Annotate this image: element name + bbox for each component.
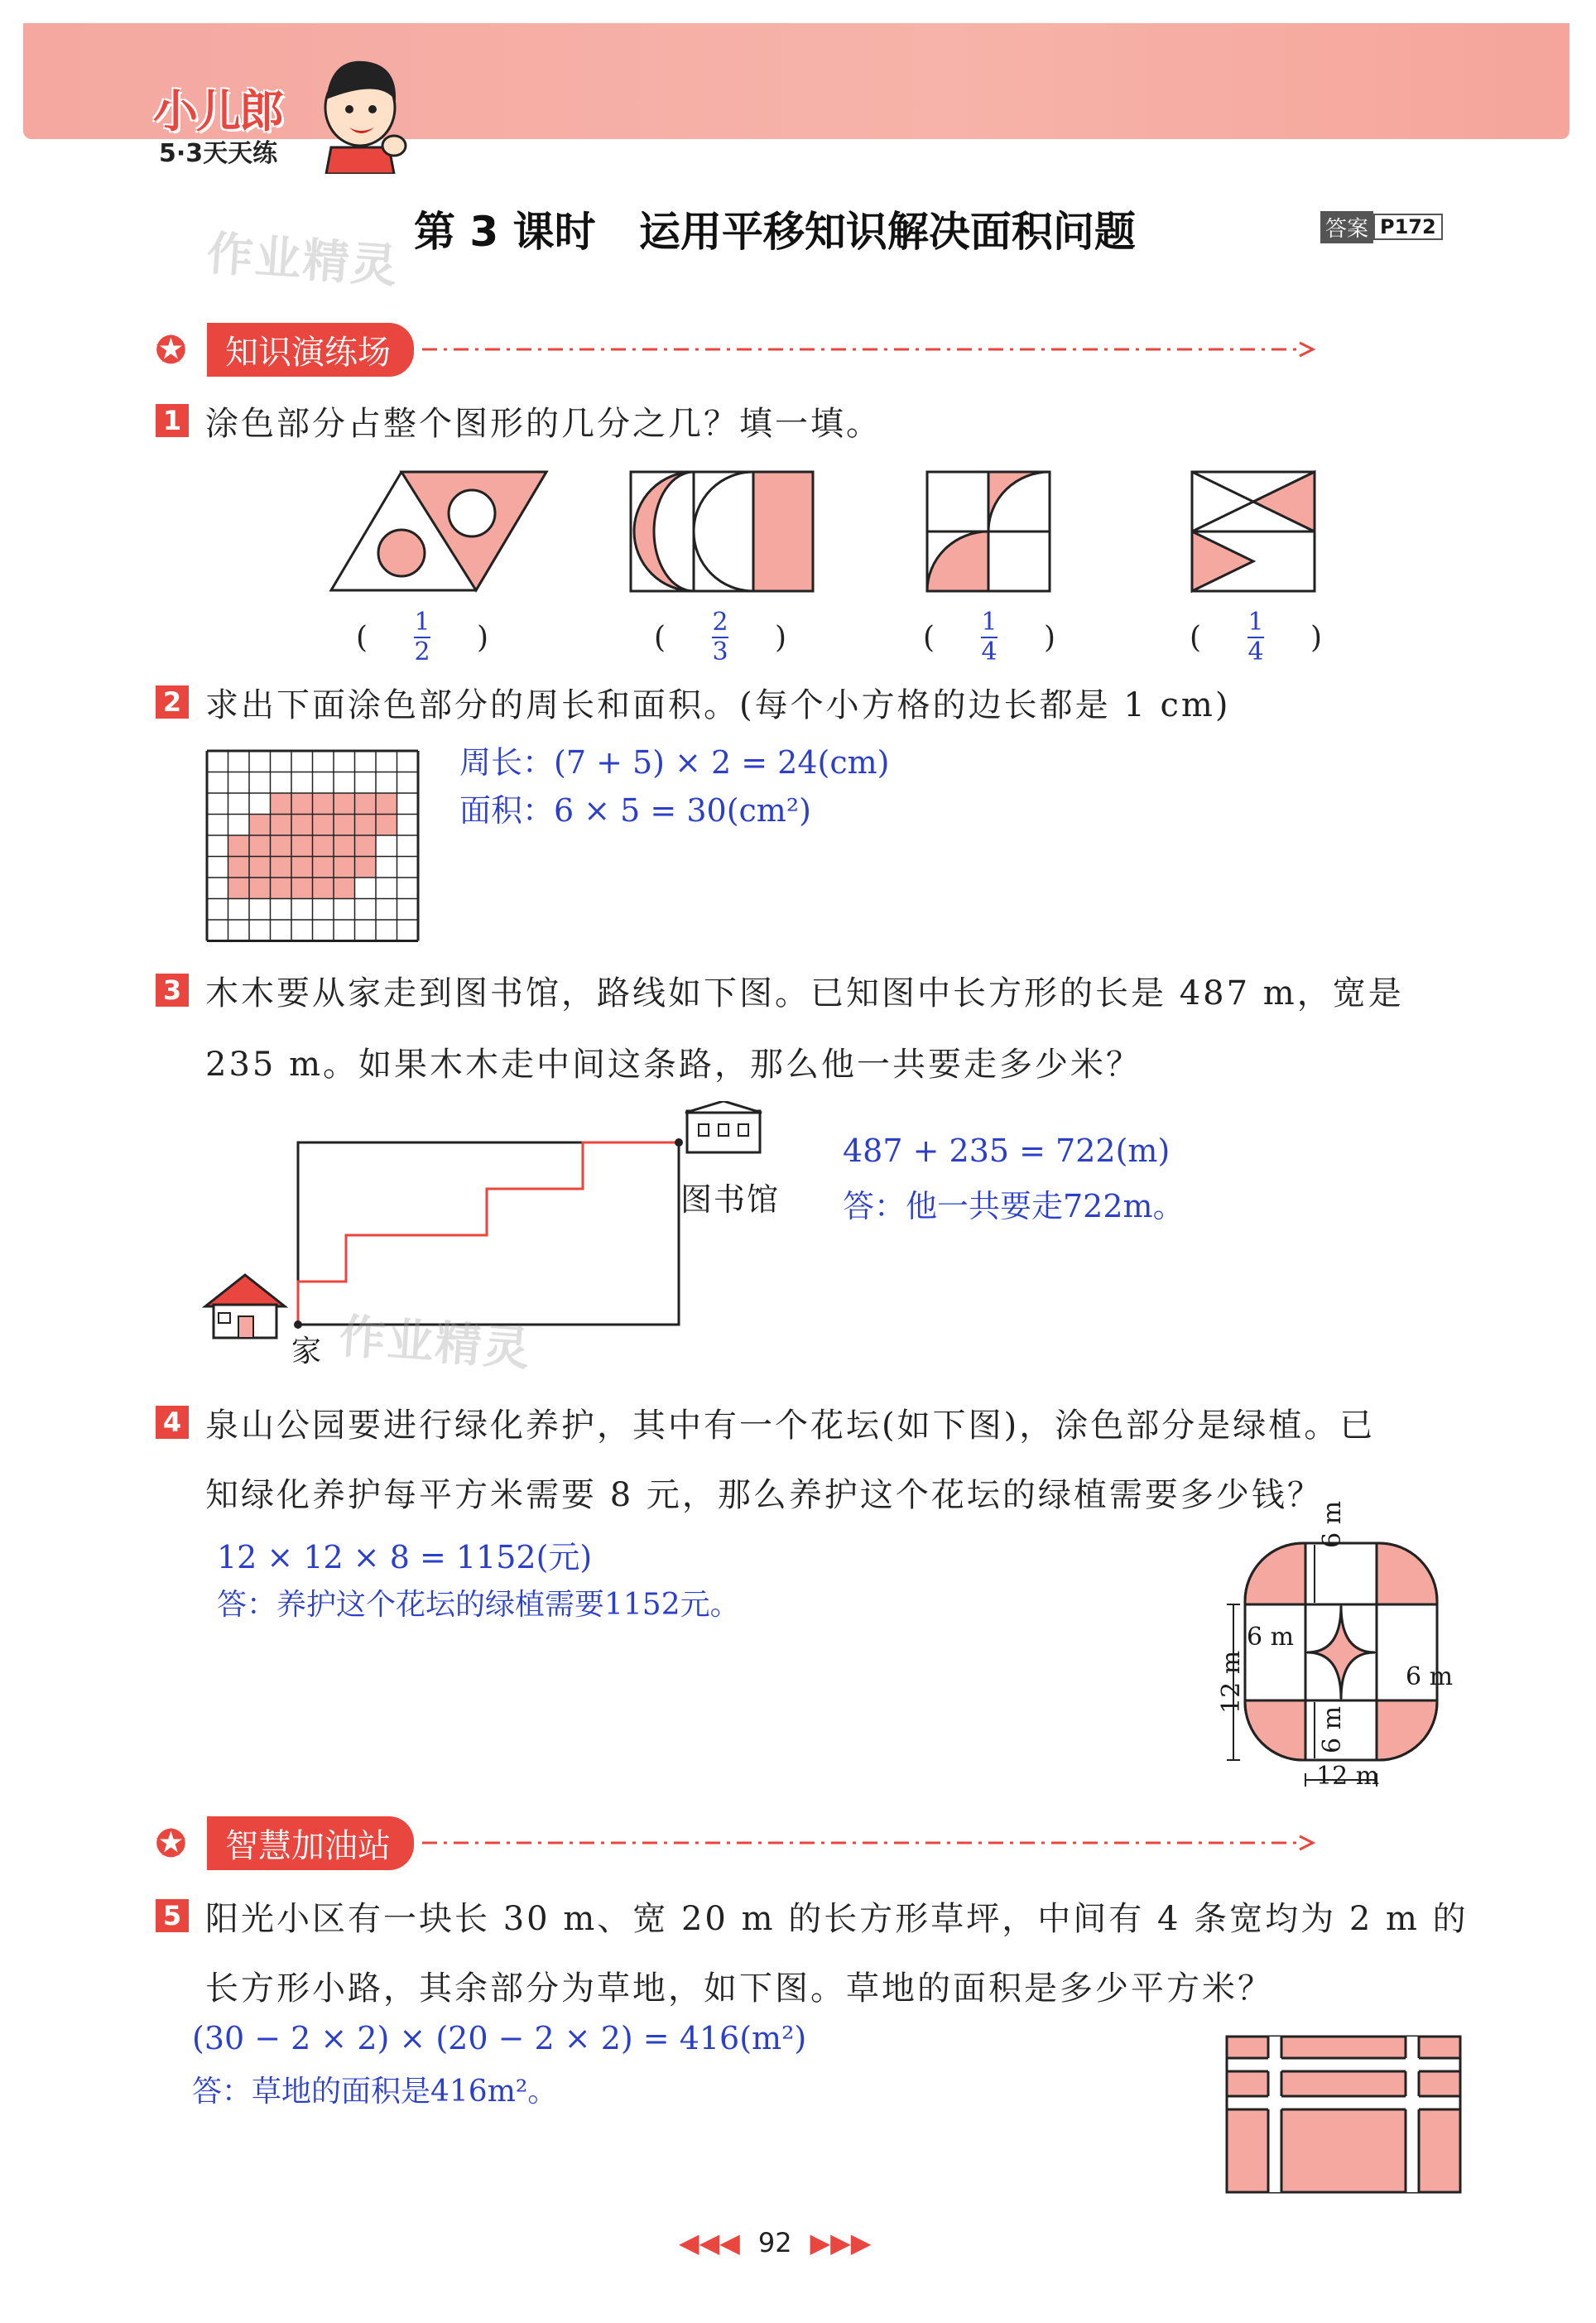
question-4-text-line2: 知绿化养护每平方米需要 8 元，那么养护这个花坛的绿植需要多少钱？ <box>205 1476 1323 1514</box>
question-5-text-line1: 阳光小区有一块长 30 m、宽 20 m 的长方形草坪，中间有 4 条宽均为 2 m 的 <box>205 1900 1469 1938</box>
q5-answer-equation: (30 − 2 × 2) × (20 − 2 × 2) = 416(m²) <box>192 2020 807 2056</box>
section-wisdom-label: 智慧加油站 <box>207 1816 414 1870</box>
question-2-number: 2 <box>156 685 189 719</box>
question-5-text-line2: 长方形小路，其余部分为草地，如下图。草地的面积是多少平方米？ <box>205 1970 1273 2008</box>
q2-grid-figure <box>205 749 421 943</box>
q1-figure-moons <box>629 470 815 593</box>
fraction-denominator: 2 <box>414 637 430 666</box>
fraction-denominator: 4 <box>981 637 997 666</box>
star-icon: ✪ <box>156 1823 186 1865</box>
q1-answer-2: ( $\frac{2}{3}$ ) <box>654 608 786 666</box>
mascot-boy-icon <box>315 50 414 174</box>
q5-lawn-figure <box>1223 2033 1464 2196</box>
page-footer <box>679 2227 871 2258</box>
page-number: 92 <box>757 2227 792 2258</box>
q1-figure-quarters <box>925 470 1051 593</box>
question-4-number: 4 <box>156 1406 189 1439</box>
home-label: 家 <box>291 1335 322 1368</box>
question-2-text: 求出下面涂色部分的周长和面积。(每个小方格的边长都是 1 cm) <box>205 686 1231 724</box>
triangle-left-icon: ◀◀◀ <box>679 2227 740 2258</box>
dim-6m-top: 6 m <box>1318 1500 1347 1548</box>
library-label: 图书馆 <box>680 1181 781 1218</box>
fraction-denominator: 4 <box>1247 637 1264 666</box>
q4-answer-equation: 12 × 12 × 8 = 1152(元) <box>217 1539 593 1575</box>
fraction-numerator: 1 <box>414 608 430 637</box>
q3-answer-equation: 487 + 235 = 722(m) <box>843 1133 1171 1169</box>
fraction-numerator: 1 <box>1247 608 1264 637</box>
dashed-arrow-icon <box>422 1835 1316 1851</box>
fraction-numerator: 1 <box>981 608 997 637</box>
q3-answer-sentence: 答：他一共要走722m。 <box>843 1188 1185 1224</box>
dim-12m-left: 12 m <box>1217 1650 1246 1714</box>
dim-6m-right: 6 m <box>1406 1662 1454 1691</box>
q5-answer-sentence: 答：草地的面积是416m²。 <box>192 2075 558 2109</box>
question-3-number: 3 <box>156 974 189 1007</box>
answer-page: P172 <box>1373 214 1443 240</box>
answer-label: 答案 <box>1320 211 1373 243</box>
q2-answer-perimeter: 周长：(7 + 5) × 2 = 24(cm) <box>459 744 890 781</box>
q2-answer-area: 面积：6 × 5 = 30(cm²) <box>459 792 811 829</box>
question-5-number: 5 <box>156 1899 189 1932</box>
dim-6m-left: 6 m <box>1247 1623 1295 1652</box>
dashed-arrow-icon <box>422 341 1316 358</box>
page-title <box>414 199 1136 258</box>
library-icon <box>685 1101 762 1152</box>
q4-answer-sentence: 答：养护这个花坛的绿植需要1152元。 <box>217 1588 740 1622</box>
house-icon <box>205 1275 285 1338</box>
section-practice-label: 知识演练场 <box>207 323 414 377</box>
q1-answer-1: ( $\frac{1}{2}$ ) <box>356 608 488 666</box>
question-3-text-line1: 木木要从家走到图书馆，路线如下图。已知图中长方形的长是 487 m，宽是 <box>205 974 1404 1012</box>
brand-logo: 小儿郎 <box>153 85 282 137</box>
dim-12m-bottom: 12 m <box>1316 1762 1380 1791</box>
question-4-text-line1: 泉山公园要进行绿化养护，其中有一个花坛(如下图)，涂色部分是绿植。已 <box>205 1407 1376 1445</box>
watermark: 作业精灵 <box>337 1309 533 1378</box>
lesson-number: 第 3 课时 <box>414 208 596 256</box>
series-name: 5·3天天练 <box>159 139 278 168</box>
q1-answer-3: ( $\frac{1}{4}$ ) <box>923 608 1055 666</box>
watermark: 作业精灵 <box>204 226 401 295</box>
fraction-numerator: 2 <box>712 608 728 637</box>
fraction-denominator: 3 <box>712 637 728 666</box>
section-practice <box>156 325 1464 374</box>
section-wisdom <box>156 1818 1464 1868</box>
q1-figure-triangles <box>1190 470 1316 593</box>
q1-answer-4: ( $\frac{1}{4}$ ) <box>1190 608 1322 666</box>
question-1-text: 涂色部分占整个图形的几分之几？填一填。 <box>205 405 882 443</box>
dim-6m-bottom: 6 m <box>1318 1705 1347 1753</box>
star-icon: ✪ <box>156 329 186 372</box>
q1-figure-triangle <box>327 468 550 594</box>
triangle-right-icon: ▶▶▶ <box>810 2227 872 2258</box>
question-1-number: 1 <box>156 404 189 437</box>
question-3-text-line2: 235 m。如果木木走中间这条路，那么他一共要走多少米？ <box>205 1046 1142 1084</box>
lesson-title: 运用平移知识解决面积问题 <box>638 208 1136 256</box>
answer-reference <box>1320 212 1443 242</box>
